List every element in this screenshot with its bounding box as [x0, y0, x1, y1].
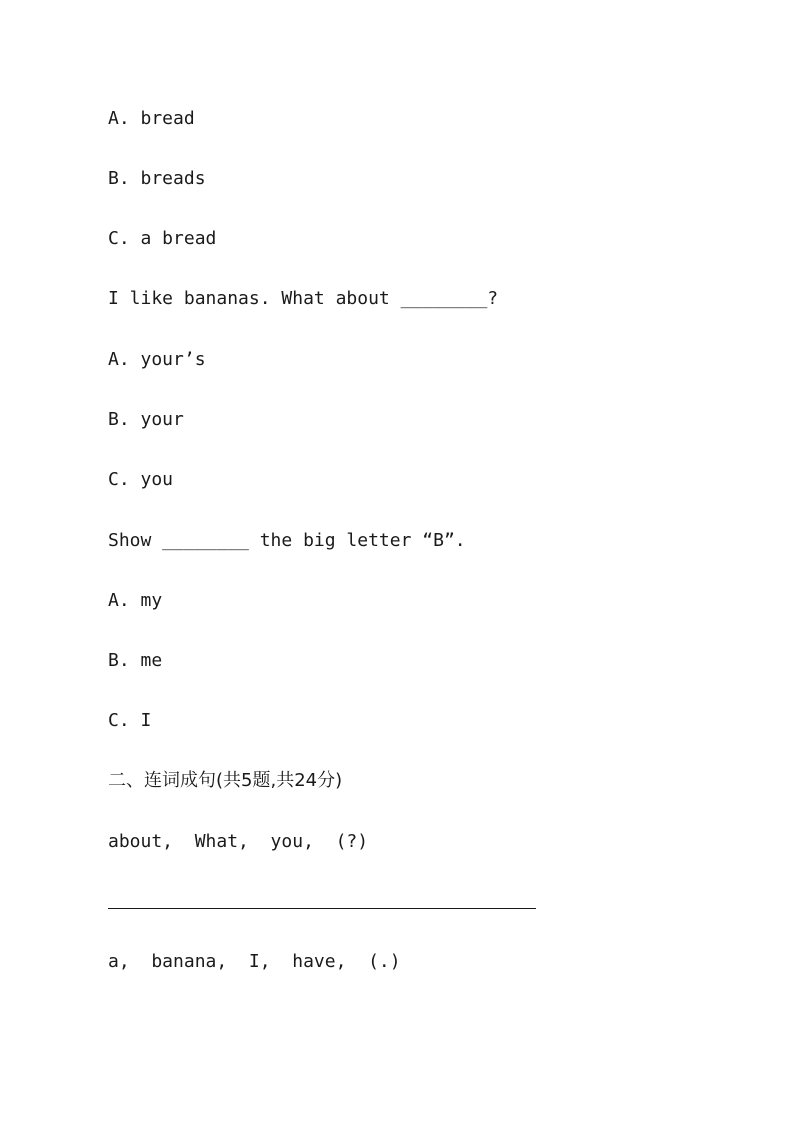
word-order-question-1: about, What, you, (?) — [108, 831, 369, 852]
option-b-your: B. your — [108, 409, 184, 430]
word-order-question-2: a, banana, I, have, (.) — [108, 951, 401, 972]
question-bananas: I like bananas. What about ________? — [108, 288, 499, 309]
option-c-a-bread: C. a bread — [108, 228, 217, 249]
answer-line-1 — [108, 908, 536, 909]
section-title: 二、连词成句(共5题,共24分) — [108, 770, 343, 791]
option-b-breads: B. breads — [108, 168, 206, 189]
option-a-my: A. my — [108, 590, 163, 611]
option-c-i: C. I — [108, 710, 152, 731]
option-a-yours: A. your’s — [108, 349, 206, 370]
question-show-letter: Show ________ the big letter “B”. — [108, 530, 466, 551]
option-b-me: B. me — [108, 650, 163, 671]
option-c-you: C. you — [108, 469, 174, 490]
option-a-bread: A. bread — [108, 108, 195, 129]
